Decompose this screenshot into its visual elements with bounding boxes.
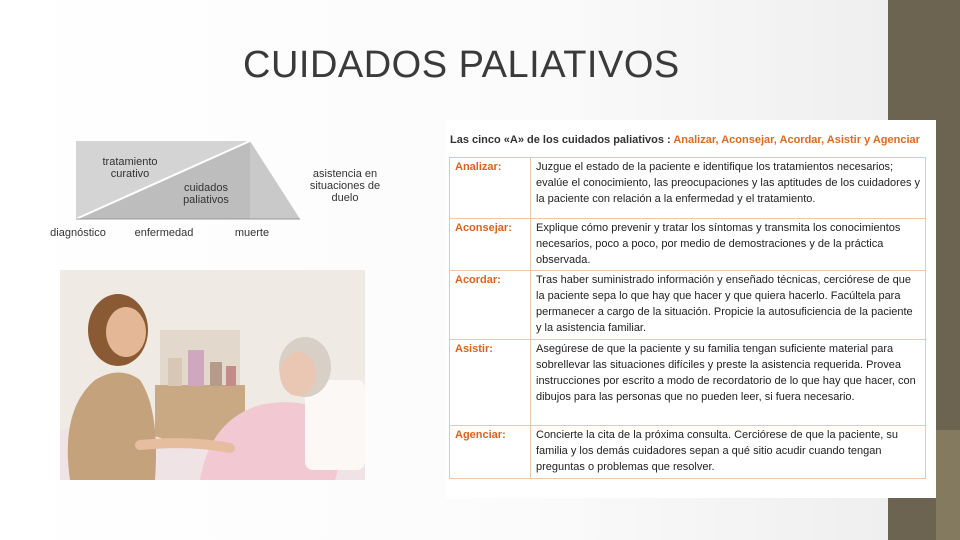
slide-title: CUIDADOS PALIATIVOS [243, 44, 680, 86]
decorative-side-bar-accent [936, 430, 960, 540]
label-tratamiento-curativo [90, 156, 170, 180]
table-row [450, 426, 926, 478]
bereavement-area [250, 141, 300, 219]
desc-cell: Juzgue el estado de la paciente e identifique los tratamientos necesarios; evalúe el conocimiento, las preocupaciones y las aptitudes de los cuidadores y la paciente con relación a la enfermedad y el tratamiento. [531, 158, 926, 219]
term-cell: Acordar: [450, 271, 531, 340]
patient-face [280, 352, 316, 396]
table-row [450, 219, 926, 271]
panel-title-highlight: Analizar, Aconsejar, Acordar, Asistir y Agenciar [673, 134, 920, 146]
label-muerte: muerte [234, 227, 270, 239]
label-curativo: curativo [110, 168, 150, 180]
label-tratamiento: tratamiento [102, 156, 158, 168]
term-cell: Agenciar: [450, 426, 531, 478]
five-a-panel [446, 120, 936, 498]
panel-title [450, 134, 920, 146]
term-cell: Asistir: [450, 340, 531, 426]
label-paliativos: paliativos [183, 194, 229, 206]
table-row [450, 158, 926, 219]
palliative-care-diagram [50, 135, 390, 245]
caregiver-arm [140, 443, 230, 448]
desc-cell: Concierte la cita de la próxima consulta. Cerciórese de que la paciente, su familia y los demás cuidadores sepan a qué sitio acudir cuando tengan preguntas o problemas que resolver. [531, 426, 926, 478]
desc-cell: Tras haber suministrado información y enseñado técnicas, cerciórese de que la paciente sepa lo que hay que hacer y que quiera hacerlo. Facúltela para permanecer a cargo de la situación. Propicie la autosuficiencia de la paciente y la asistencia familiar. [531, 271, 926, 340]
caregiver-illustration [60, 270, 365, 480]
table-row [450, 271, 926, 340]
term-cell: Aconsejar: [450, 219, 531, 271]
label-cuidados: cuidados [183, 182, 229, 194]
desc-cell: Asegúrese de que la paciente y su familia tengan suficiente material para sobrellevar las situaciones difíciles y preste la asistencia requerida. Provea instrucciones por escrito a modo de recordatorio de lo que hay que hacer, con dibujos para las personas que no pueden leer, si fuera necesario. [531, 340, 926, 426]
caregiver-photo [60, 270, 365, 480]
label-asistencia: asistencia en [312, 168, 378, 180]
desc-cell: Explique cómo prevenir y tratar los síntomas y transmita los conocimientos necesarios, poco a poco, por medio de demostraciones y de la práctica observada. [531, 219, 926, 271]
panel-title-prefix: Las cinco «A» de los cuidados paliativos : [450, 134, 674, 146]
five-a-table [449, 157, 926, 479]
table-row [450, 340, 926, 426]
label-enfermedad: enfermedad [134, 227, 194, 239]
label-cuidados-paliativos [178, 182, 234, 206]
label-situaciones-duelo: situaciones de duelo [309, 180, 381, 204]
label-diagnostico: diagnóstico [50, 227, 106, 239]
label-asistencia-duelo [300, 168, 390, 204]
caregiver-face [106, 307, 146, 357]
term-cell: Analizar: [450, 158, 531, 219]
